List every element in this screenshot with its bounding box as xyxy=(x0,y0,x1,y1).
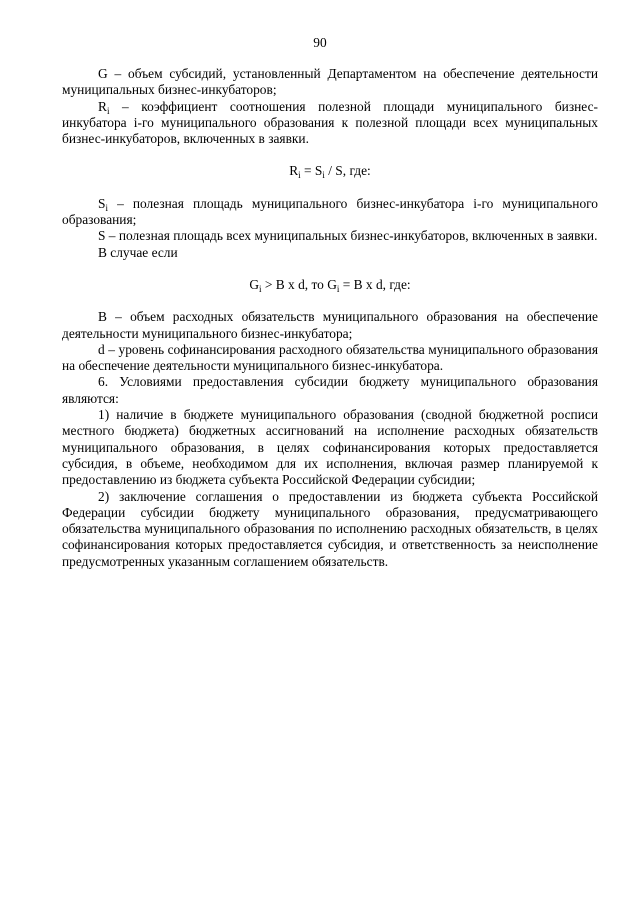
formula-g-rest: = B x d, где: xyxy=(339,276,411,292)
formula-r-eq: = S xyxy=(300,163,323,179)
si-variable: S xyxy=(98,195,106,211)
paragraph-g-definition: G – объем субсидий, установленный Департаментом на обеспечение деятельности муниципальных бизнес-инкубаторов; xyxy=(62,66,598,98)
si-text-a: – полезная площадь муниципального бизнес-инкубатора xyxy=(107,195,474,211)
ri-text-b: -го муниципального образования к полезной площади всех муниципальных бизнес-инкубаторов, включенных в заявки. xyxy=(62,114,598,147)
formula-g1-sub: i xyxy=(259,283,262,294)
paragraph-condition-2: 2) заключение соглашения о предоставлении из бюджета субъекта Российской Федерации субсидии бюджету муниципального образования, предусматривающего обязательства муниципального образования по исполнению расходных обязательств, в целях софинансирования которых предоставляется субсидия, и ответственность за неисполнение предусмотренных указанным соглашением обязательств. xyxy=(62,488,598,569)
formula-ri xyxy=(62,163,598,179)
formula-r-rest: / S, где: xyxy=(324,163,371,179)
paragraph-condition-1: 1) наличие в бюджете муниципального образования (сводной бюджетной росписи местного бюджета) бюджетных ассигнований на исполнение расходных обязательств муниципального образования, в целях софинансирования которых предоставляется субсидия, в объеме, необходимом для их исполнения, включая размер планируемой к предоставлению из бюджета субъекта Российской Федерации субсидии; xyxy=(62,407,598,488)
paragraph-conditions-heading: 6. Условиями предоставления субсидии бюджету муниципального образования являются: xyxy=(62,374,598,406)
si-text-b: -го муниципального образования; xyxy=(62,195,598,228)
si-index: i xyxy=(473,195,478,211)
ri-text-a: – коэффициент соотношения полезной площади муниципального бизнес-инкубатора xyxy=(62,98,598,130)
formula-g2-sub: i xyxy=(336,283,340,294)
formula-g-mid: > B x d, то G xyxy=(261,276,337,292)
formula-s-sub: i xyxy=(322,170,325,181)
ri-variable: R xyxy=(98,98,107,114)
paragraph-s-definition: S – полезная площадь всех муниципальных бизнес-инкубаторов, включенных в заявки. xyxy=(98,228,598,244)
paragraph-b-definition: В – объем расходных обязательств муниципального образования на обеспечение деятельности муниципального бизнес-инкубатора; xyxy=(62,309,598,341)
formula-r-var: R xyxy=(289,163,299,179)
formula-g1-var: G xyxy=(249,276,259,292)
page-number: 90 xyxy=(313,35,327,50)
formula-r-sub: i xyxy=(298,170,301,181)
formula-gi xyxy=(62,277,598,293)
si-subscript: i xyxy=(105,202,108,213)
paragraph-case-if: В случае если xyxy=(98,244,178,260)
document-body xyxy=(62,66,598,570)
ri-index: i xyxy=(133,114,138,130)
paragraph-si-definition xyxy=(62,196,598,229)
paragraph-d-definition: d – уровень софинансирования расходного обязательства муниципального образования на обеспечение деятельности муниципального бизнес-инкубатора. xyxy=(62,341,598,374)
paragraph-ri-definition xyxy=(62,99,598,148)
ri-subscript: i xyxy=(106,105,110,116)
